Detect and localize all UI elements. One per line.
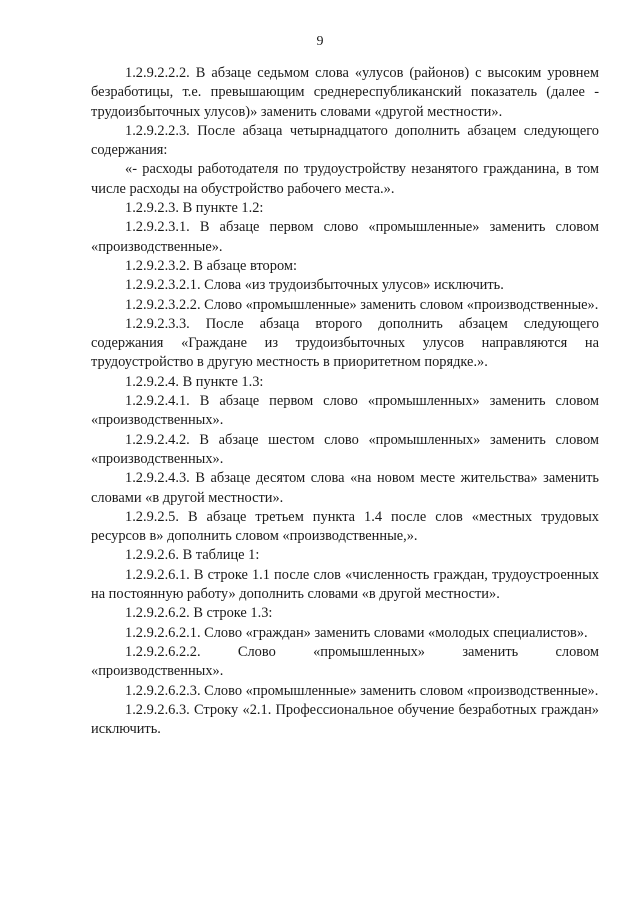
paragraph-1-2-9-2-3-2: 1.2.9.2.3.2. В абзаце втором: <box>125 257 297 274</box>
paragraph-1-2-9-2-3-3: 1.2.9.2.3.3. После абзаца второго дополнить абзацем следующего содержания «Граждане из трудоизбыточных улусов направляются на трудоустройство в другую местность в приоритетном порядке.». <box>91 315 599 371</box>
paragraph-1-2-9-2-3-2-1: 1.2.9.2.3.2.1. Слова «из трудоизбыточных улусов» исключить. <box>125 277 504 294</box>
paragraph-1-2-9-2-6-3: 1.2.9.2.6.3. Строку «2.1. Профессиональное обучение безработных граждан» исключить. <box>91 701 599 738</box>
paragraph-1-2-9-2-4-1: 1.2.9.2.4.1. В абзаце первом слово «промышленных» заменить словом «производственных». <box>91 393 599 429</box>
paragraph-1-2-9-2-4: 1.2.9.2.4. В пункте 1.3: <box>125 373 264 390</box>
paragraph-1-2-9-2-4-3: 1.2.9.2.4.3. В абзаце десятом слова «на новом месте жительства» заменить словами «в другой местности». <box>91 470 599 506</box>
paragraph-1-2-9-2-6-2-2: 1.2.9.2.6.2.2. Слово «промышленных» заменить словом «производственных». <box>91 643 599 680</box>
page-number: 9 <box>316 34 324 49</box>
paragraph-1-2-9-2-6-1: 1.2.9.2.6.1. В строке 1.1 после слов «численность граждан, трудоустроенных на постоянную работу» дополнить словами «в другой местности». <box>91 566 599 603</box>
paragraph-1-2-9-2-3: 1.2.9.2.3. В пункте 1.2: <box>125 200 264 217</box>
paragraph-quoted-insertion-expenses: «- расходы работодателя по трудоустройству незанятого гражданина, в том числе расходы на обустройство рабочего места.». <box>91 161 599 197</box>
paragraph-1-2-9-2-6-2: 1.2.9.2.6.2. В строке 1.3: <box>125 605 273 622</box>
document-body <box>91 64 599 739</box>
paragraph-1-2-9-2-3-1: 1.2.9.2.3.1. В абзаце первом слово «промышленные» заменить словом «производственные». <box>91 219 599 255</box>
paragraph-1-2-9-2-6-2-1: 1.2.9.2.6.2.1. Слово «граждан» заменить словами «молодых специалистов». <box>125 624 588 641</box>
paragraph-1-2-9-2-5: 1.2.9.2.5. В абзаце третьем пункта 1.4 после слов «местных трудовых ресурсов в» дополнить словом «производственные,». <box>91 508 599 545</box>
paragraph-1-2-9-2-2-3: 1.2.9.2.2.3. После абзаца четырнадцатого дополнить абзацем следующего содержания: <box>91 122 599 159</box>
paragraph-1-2-9-2-6-2-3: 1.2.9.2.6.2.3. Слово «промышленные» заменить словом «производственные». <box>125 682 599 699</box>
paragraph-1-2-9-2-3-2-2: 1.2.9.2.3.2.2. Слово «промышленные» заменить словом «производственные». <box>125 296 599 313</box>
paragraph-1-2-9-2-6: 1.2.9.2.6. В таблице 1: <box>125 547 260 564</box>
paragraph-1-2-9-2-2-2: 1.2.9.2.2.2. В абзаце седьмом слова «улусов (районов) с высоким уровнем безработицы, т.е. превышающим среднереспубликанский показатель (далее - трудоизбыточных улусов)» заменить словами «другой местности». <box>91 65 599 120</box>
paragraph-1-2-9-2-4-2: 1.2.9.2.4.2. В абзаце шестом слово «промышленных» заменить словом «производственных». <box>91 431 599 467</box>
